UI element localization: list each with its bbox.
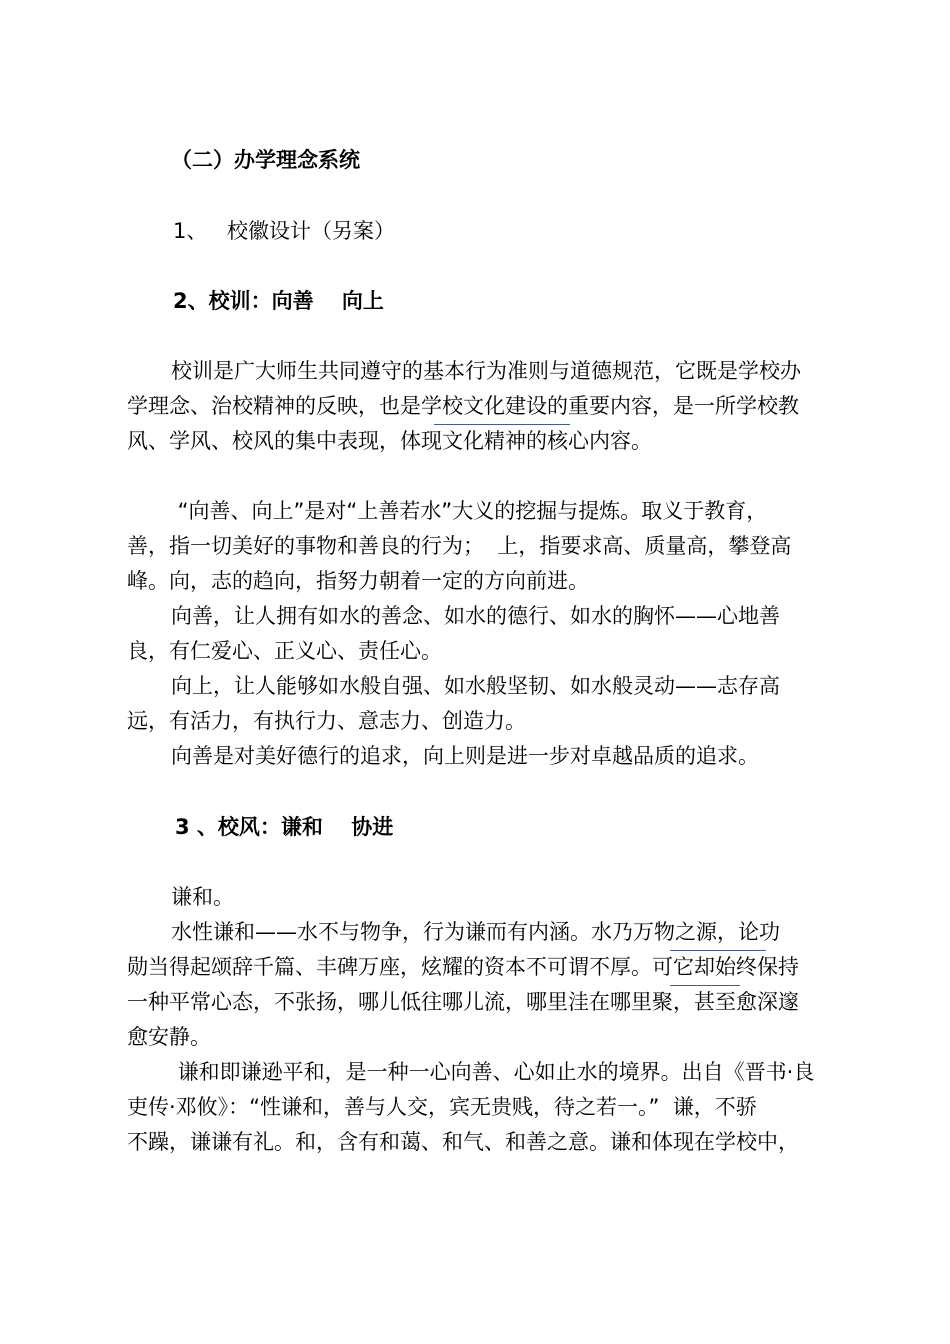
section-title: （二）办学理念系统 [171,148,360,172]
paragraph-line: 峰。向，志的趋向，指努力朝着一定的方向前进。 [127,569,589,593]
paragraph-line: 勋当得起颂辞千篇、丰碑万座，炫耀的资本不可谓不厚。可它却始终保持 [127,955,799,979]
paragraph-line: “向善、向上”是对“上善若水”大义的挖掘与提炼。取义于教育， [171,499,768,523]
paragraph-line: 吏传·邓攸》：“性谦和，善与人交，宾无贵贱，待之若一。” 谦，不骄 [127,1095,757,1119]
paragraph-line: 谦和。 [171,885,234,909]
paragraph-line: 远，有活力，有执行力、意志力、创造力。 [127,709,526,733]
paragraph-line: 学理念、治校精神的反映，也是学校文化建设的重要内容，是一所学校教 [127,394,799,418]
item-3-heading: 3 、校风：谦和 协进 [175,815,394,839]
paragraph-line: 校训是广大师生共同遵守的基本行为准则与道德规范，它既是学校办 [171,359,801,383]
paragraph-line: 向上，让人能够如水般自强、如水般坚韧、如水般灵动——志存高 [171,674,780,698]
paragraph-line: 向善是对美好德行的追求，向上则是进一步对卓越品质的追求。 [171,744,759,768]
paragraph-line: 水性谦和——水不与物争，行为谦而有内涵。水乃万物之源，论功 [171,920,780,944]
underline-mark [670,950,766,951]
underline-mark [670,985,740,986]
paragraph-line: 不躁，谦谦有礼。和，含有和蔼、和气、和善之意。谦和体现在学校中， [127,1130,799,1154]
paragraph-line: 良，有仁爱心、正义心、责任心。 [127,639,442,663]
paragraph-line: 向善，让人拥有如水的善念、如水的德行、如水的胸怀——心地善 [171,604,780,628]
paragraph-line: 风、学风、校风的集中表现，体现文化精神的核心内容。 [127,429,652,453]
paragraph-line: 愈安静。 [127,1025,211,1049]
item-1-number: 1、 [173,219,208,243]
item-2-heading: 2、校训：向善 向上 [173,289,384,313]
paragraph-line: 善，指一切美好的事物和善良的行为； 上，指要求高、质量高，攀登高 [127,534,792,558]
paragraph-line: 谦和即谦逊平和，是一种一心向善、心如止水的境界。出自《晋书·良 [171,1060,815,1084]
paragraph-line: 一种平常心态，不张扬，哪儿低往哪儿流，哪里洼在哪里聚，甚至愈深邃 [127,990,799,1014]
underline-mark [434,424,570,425]
item-1-title: 校徽设计（另案） [227,219,395,243]
